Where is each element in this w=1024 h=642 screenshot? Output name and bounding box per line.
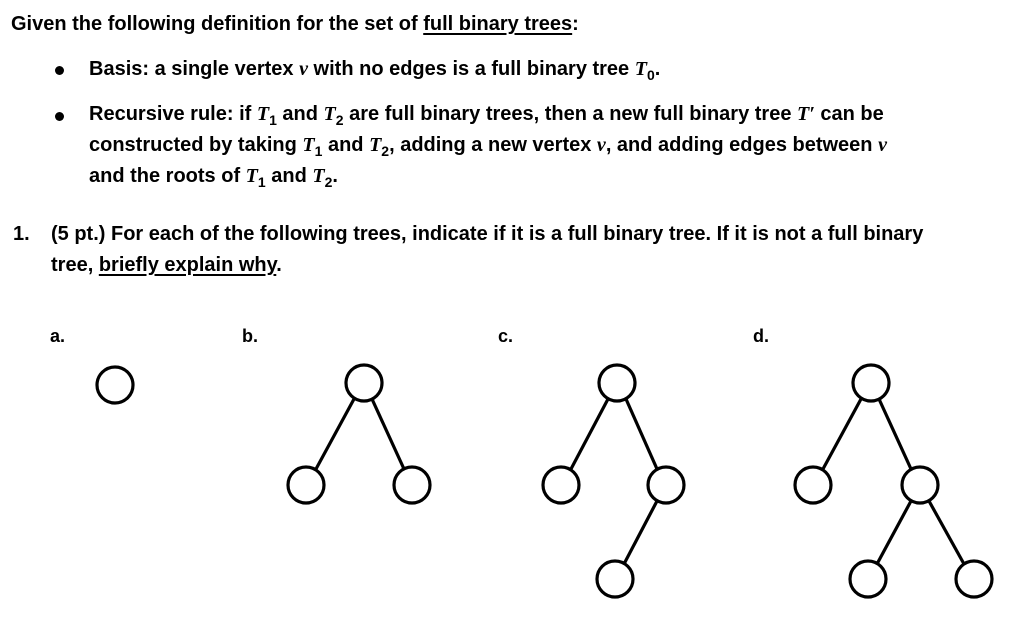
tree-b <box>288 365 430 503</box>
tree-label-c: c. <box>498 326 514 346</box>
tree-edge <box>879 399 911 469</box>
tree-node <box>394 467 430 503</box>
recursive-rule-text: Recursive rule: if $T_1$ and $T_2$ are full binary trees, then a new full binary tree T′ can be constructed by taking $T_1$ and $T_2$, adding a new vertex v, and adding edges between v and the roots of $T_1$ and $T_2$. <box>89 103 887 190</box>
full-binary-trees-link[interactable]: full binary trees <box>423 13 573 35</box>
tree-edge <box>624 501 657 564</box>
tree-node <box>902 467 938 503</box>
tree-edge <box>823 399 861 469</box>
question-number: 1. <box>13 223 30 245</box>
tree-node <box>543 467 579 503</box>
tree-edge <box>316 399 354 469</box>
tree-node <box>648 467 684 503</box>
basis-text: Basis: a single vertex v with no edges is a full binary tree $T_0$. <box>89 58 661 83</box>
tree-node <box>599 365 635 401</box>
tree-edge <box>571 399 608 469</box>
tree-d <box>795 365 992 597</box>
tree-node <box>346 365 382 401</box>
tree-node <box>97 367 133 403</box>
tree-node <box>597 561 633 597</box>
tree-label-b: b. <box>242 326 258 346</box>
tree-label-a: a. <box>50 326 66 346</box>
tree-edge <box>929 501 964 564</box>
tree-label-d: d. <box>753 326 769 346</box>
tree-edge <box>626 399 657 469</box>
tree-c <box>543 365 684 597</box>
tree-a <box>97 367 133 403</box>
briefly-explain-why-link[interactable]: briefly explain why <box>98 254 277 276</box>
tree-node <box>288 467 324 503</box>
question-text: (5 pt.) For each of the following trees, indicate if it is a full binary tree. If it is not a full binary tree, briefly explain why. <box>51 223 924 276</box>
tree-node <box>853 365 889 401</box>
intro-text: Given the following definition for the set of full binary trees: <box>11 13 579 35</box>
tree-node <box>850 561 886 597</box>
tree-node <box>956 561 992 597</box>
tree-edge <box>372 399 404 469</box>
tree-node <box>795 467 831 503</box>
tree-edge <box>877 501 911 564</box>
